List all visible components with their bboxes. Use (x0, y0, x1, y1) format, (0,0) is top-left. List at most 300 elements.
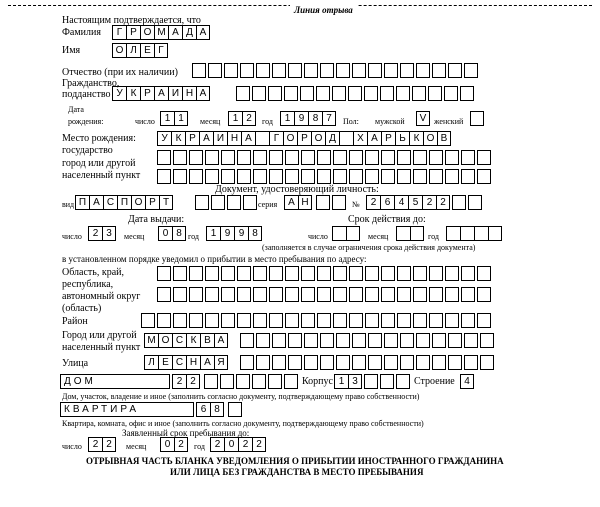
char-cell (269, 266, 283, 281)
char-cell: 3 (348, 374, 362, 389)
char-cell (236, 86, 250, 101)
issue-year-field[interactable] (206, 226, 262, 241)
region-field-1[interactable] (157, 266, 493, 281)
char-cell (288, 355, 302, 370)
char-cell (332, 195, 346, 210)
char-cell (432, 333, 446, 348)
house-field[interactable] (172, 374, 200, 389)
char-cell (269, 169, 283, 184)
char-cell (452, 195, 466, 210)
char-cell (445, 169, 459, 184)
sex-label: Пол: (343, 117, 359, 126)
char-cell (445, 150, 459, 165)
char-cell (237, 169, 251, 184)
char-cell: К (186, 333, 200, 348)
char-cell: Р (145, 195, 159, 210)
char-cell (477, 169, 491, 184)
char-cell (173, 313, 187, 328)
char-cell (192, 63, 206, 78)
char-cell (317, 150, 331, 165)
char-cell: Е (158, 355, 172, 370)
char-cell (429, 150, 443, 165)
char-cell (157, 313, 171, 328)
document-series-label: серия (258, 200, 278, 209)
char-cell (301, 287, 315, 302)
char-cell: О (283, 131, 297, 146)
char-cell (416, 333, 430, 348)
char-cell: И (168, 86, 182, 101)
char-cell (205, 150, 219, 165)
char-cell: М (144, 333, 158, 348)
char-cell (205, 169, 219, 184)
char-cell (304, 333, 318, 348)
char-cell: А (241, 131, 255, 146)
char-cell (333, 313, 347, 328)
char-cell (448, 63, 462, 78)
char-cell: А (284, 195, 298, 210)
char-cell: С (103, 195, 117, 210)
char-cell (255, 131, 269, 146)
char-cell (461, 266, 475, 281)
char-cell (396, 86, 410, 101)
char-cell (157, 169, 171, 184)
char-cell (384, 63, 398, 78)
char-cell (432, 63, 446, 78)
char-cell (352, 355, 366, 370)
char-cell (189, 150, 203, 165)
char-cell (189, 313, 203, 328)
char-cell: О (158, 333, 172, 348)
char-cell: П (75, 195, 89, 210)
char-cell (461, 169, 475, 184)
char-cell (195, 195, 209, 210)
birth-year-label: год (262, 117, 273, 126)
char-cell (365, 313, 379, 328)
char-cell (211, 195, 225, 210)
patronymic-field[interactable] (192, 63, 480, 78)
document-type-extra[interactable] (195, 195, 259, 210)
char-cell (256, 63, 270, 78)
char-cell: Я (214, 355, 228, 370)
birth-day-field[interactable] (160, 111, 188, 126)
name-field[interactable] (112, 43, 168, 58)
char-cell (205, 313, 219, 328)
char-cell (332, 226, 346, 241)
char-cell: Х (353, 131, 367, 146)
char-cell (253, 313, 267, 328)
char-cell (400, 63, 414, 78)
char-cell (477, 266, 491, 281)
char-cell (352, 63, 366, 78)
building-label: Строение (414, 376, 455, 387)
char-cell (240, 63, 254, 78)
char-cell: Р (140, 86, 154, 101)
stay-day-field[interactable] (88, 437, 116, 452)
char-cell: И (213, 131, 227, 146)
sex-male-label: мужской (375, 117, 405, 126)
char-cell (445, 313, 459, 328)
district-field[interactable] (141, 313, 493, 328)
char-cell (284, 374, 298, 389)
char-cell: Н (182, 86, 196, 101)
intro-text: Настоящим подтверждается, что (62, 15, 201, 26)
char-cell (364, 86, 378, 101)
arrival-intro: в установленном порядке уведомил о прибытии в место пребывания по адресу: (62, 254, 367, 264)
document-series-extra[interactable] (316, 195, 348, 210)
char-cell (349, 150, 363, 165)
street-extra[interactable] (240, 355, 496, 370)
birthplace-label-1: Место рождения: (62, 133, 136, 144)
char-cell (368, 355, 382, 370)
char-cell: 6 (196, 402, 210, 417)
char-cell (301, 169, 315, 184)
char-cell (243, 195, 257, 210)
issue-title: Дата выдачи: (128, 214, 185, 225)
char-cell: М (154, 25, 168, 40)
issue-day-label: число (62, 232, 82, 241)
footer-line-1: ОТРЫВНАЯ ЧАСТЬ БЛАНКА УВЕДОМЛЕНИЯ О ПРИБЫТИИ ИНОСТРАННОГО ГРАЖДАНИНА (86, 456, 504, 466)
char-cell (397, 150, 411, 165)
char-cell (320, 63, 334, 78)
validity-year-field[interactable] (446, 226, 502, 241)
char-cell (240, 355, 254, 370)
sex-male-checkbox[interactable] (416, 111, 432, 126)
flat-field[interactable] (196, 402, 224, 417)
char-cell (400, 333, 414, 348)
char-cell (333, 287, 347, 302)
char-cell (416, 355, 430, 370)
house-note: Дом, участок, владение и иное (заполнить согласно документу, подтверждающему право собственности) (62, 392, 420, 401)
char-cell: К (171, 131, 185, 146)
char-cell (349, 266, 363, 281)
char-cell (304, 63, 318, 78)
char-cell (205, 287, 219, 302)
char-cell (416, 63, 430, 78)
citizenship-label-1: Гражданство, (62, 78, 120, 89)
char-cell (365, 150, 379, 165)
char-cell (336, 333, 350, 348)
char-cell (301, 313, 315, 328)
char-cell (316, 195, 330, 210)
char-cell (221, 266, 235, 281)
region-field-2[interactable] (157, 287, 493, 302)
document-number-field[interactable] (366, 195, 450, 210)
char-cell (488, 226, 502, 241)
char-cell: 2 (366, 195, 380, 210)
street-label: Улица (62, 358, 89, 369)
char-cell (480, 333, 494, 348)
validity-day-field[interactable] (332, 226, 360, 241)
flat-extra[interactable] (228, 402, 244, 417)
char-cell: 1 (174, 111, 188, 126)
char-cell (396, 226, 410, 241)
birth-label-2: рождения: (68, 117, 104, 126)
char-cell (221, 169, 235, 184)
char-cell: А (367, 131, 381, 146)
stay-day-label: число (62, 442, 82, 451)
char-cell (384, 355, 398, 370)
char-cell: А (168, 25, 182, 40)
char-cell (285, 169, 299, 184)
char-cell (317, 169, 331, 184)
char-cell (228, 402, 242, 417)
char-cell (368, 333, 382, 348)
char-cell (256, 333, 270, 348)
char-cell: 8 (308, 111, 322, 126)
char-cell (429, 287, 443, 302)
char-cell (397, 266, 411, 281)
char-cell (205, 266, 219, 281)
char-cell (221, 287, 235, 302)
char-cell (468, 195, 482, 210)
char-cell: А (199, 131, 213, 146)
birthplace-field-1[interactable] (157, 131, 451, 146)
char-cell: Е (140, 43, 154, 58)
char-cell (365, 169, 379, 184)
stay-year-field[interactable] (210, 437, 266, 452)
birth-label-1: Дата (68, 105, 84, 114)
char-cell: О (112, 43, 126, 58)
char-cell (285, 287, 299, 302)
char-cell: К (126, 86, 140, 101)
char-cell (339, 131, 353, 146)
city-extra[interactable] (240, 333, 496, 348)
char-cell (284, 86, 298, 101)
char-cell (413, 169, 427, 184)
char-cell (224, 63, 238, 78)
char-cell (412, 86, 426, 101)
char-cell (461, 287, 475, 302)
issue-month-label: месяц (124, 232, 145, 241)
char-cell: 1 (206, 226, 220, 241)
region-label-3: автономный округ (62, 291, 141, 302)
char-cell: О (140, 25, 154, 40)
char-cell: V (416, 111, 430, 126)
char-cell: 1 (160, 111, 174, 126)
char-cell (364, 374, 378, 389)
char-cell: Н (227, 131, 241, 146)
char-cell (413, 150, 427, 165)
stay-month-field[interactable] (160, 437, 188, 452)
char-cell: О (423, 131, 437, 146)
char-cell (428, 86, 442, 101)
house-extra[interactable] (204, 374, 300, 389)
char-cell: К (409, 131, 423, 146)
stay-title: Заявленный срок пребывания до: (122, 428, 250, 438)
city-label-1: Город или другой (62, 330, 137, 341)
char-cell: 1 (228, 111, 242, 126)
flat-type-field[interactable]: КВАРТИРА (60, 402, 194, 417)
char-cell: Ь (395, 131, 409, 146)
char-cell (396, 374, 410, 389)
char-cell: Д (325, 131, 339, 146)
char-cell (301, 150, 315, 165)
birth-month-label: месяц (200, 117, 221, 126)
char-cell: 0 (224, 437, 238, 452)
char-cell (141, 313, 155, 328)
char-cell: 9 (220, 226, 234, 241)
char-cell (381, 169, 395, 184)
char-cell: 2 (210, 437, 224, 452)
char-cell (464, 333, 478, 348)
char-cell: А (196, 25, 210, 40)
char-cell (397, 169, 411, 184)
korpus-extra[interactable] (364, 374, 412, 389)
char-cell (480, 355, 494, 370)
validity-title: Срок действия до: (348, 214, 426, 225)
char-cell: Г (269, 131, 283, 146)
char-cell (365, 266, 379, 281)
char-cell: А (196, 86, 210, 101)
char-cell: 2 (88, 437, 102, 452)
char-cell (237, 313, 251, 328)
char-cell (381, 287, 395, 302)
patronymic-label: Отчество (при их наличии) (62, 67, 178, 78)
char-cell (464, 63, 478, 78)
char-cell (285, 150, 299, 165)
char-cell (333, 150, 347, 165)
char-cell: Н (186, 355, 200, 370)
char-cell: У (157, 131, 171, 146)
char-cell (288, 63, 302, 78)
char-cell: 2 (242, 111, 256, 126)
city-field[interactable] (144, 333, 228, 348)
char-cell (477, 150, 491, 165)
char-cell (445, 266, 459, 281)
char-cell (253, 150, 267, 165)
char-cell: О (131, 195, 145, 210)
char-cell: А (214, 333, 228, 348)
birth-day-label: число (135, 117, 155, 126)
char-cell (461, 313, 475, 328)
char-cell (252, 374, 266, 389)
char-cell (381, 150, 395, 165)
document-title: Документ, удостоверяющий личность: (215, 184, 379, 195)
citizenship-field[interactable] (112, 86, 210, 101)
surname-label: Фамилия (62, 27, 101, 38)
char-cell (252, 86, 266, 101)
house-type-field[interactable]: ДОМ (60, 374, 170, 389)
char-cell (429, 266, 443, 281)
char-cell: Н (298, 195, 312, 210)
birthplace-field-2[interactable] (157, 150, 493, 165)
char-cell (300, 86, 314, 101)
document-series-field[interactable] (284, 195, 312, 210)
stay-month-label: месяц (126, 442, 147, 451)
sex-female-checkbox[interactable] (470, 111, 486, 126)
char-cell (381, 266, 395, 281)
char-cell (349, 313, 363, 328)
char-cell (221, 150, 235, 165)
char-cell (460, 86, 474, 101)
birth-year-field[interactable] (280, 111, 336, 126)
char-cell: Р (297, 131, 311, 146)
char-cell (470, 111, 484, 126)
char-cell: 8 (172, 226, 186, 241)
char-cell (157, 150, 171, 165)
char-cell (173, 287, 187, 302)
issue-day-field[interactable] (88, 226, 116, 241)
validity-month-label: месяц (368, 232, 389, 241)
char-cell (301, 266, 315, 281)
region-label-4: (область) (62, 303, 102, 314)
char-cell (348, 86, 362, 101)
char-cell: 2 (436, 195, 450, 210)
district-label: Район (62, 316, 88, 327)
document-number-extra[interactable] (452, 195, 484, 210)
char-cell: А (200, 355, 214, 370)
char-cell (272, 355, 286, 370)
char-cell: А (89, 195, 103, 210)
char-cell (157, 287, 171, 302)
char-cell: А (154, 86, 168, 101)
char-cell (446, 226, 460, 241)
document-type-field[interactable] (75, 195, 173, 210)
char-cell (336, 355, 350, 370)
char-cell (204, 374, 218, 389)
region-label-2: республика, (62, 279, 114, 290)
validity-note: (заполняется в случае ограничения срока действия документа) (262, 243, 476, 252)
issue-year-label: год (188, 232, 199, 241)
birthplace-label-3: город или другой (62, 158, 136, 169)
cut-line (8, 5, 592, 15)
char-cell (189, 287, 203, 302)
char-cell: 7 (322, 111, 336, 126)
citizenship-extra-cells[interactable] (236, 86, 476, 101)
char-cell: В (200, 333, 214, 348)
char-cell: 2 (102, 437, 116, 452)
char-cell: 9 (294, 111, 308, 126)
city-label-2: населенный пункт (62, 342, 141, 353)
char-cell (333, 169, 347, 184)
char-cell: 3 (102, 226, 116, 241)
birthplace-label-4: населенный пункт (62, 170, 141, 181)
birth-month-field[interactable] (228, 111, 256, 126)
birthplace-field-3[interactable] (157, 169, 493, 184)
surname-field[interactable] (112, 25, 210, 40)
char-cell (429, 169, 443, 184)
issue-month-field[interactable] (158, 226, 186, 241)
char-cell (221, 313, 235, 328)
building-field[interactable] (460, 374, 476, 389)
char-cell (381, 313, 395, 328)
char-cell (445, 287, 459, 302)
char-cell: 2 (174, 437, 188, 452)
char-cell: У (112, 86, 126, 101)
char-cell (448, 355, 462, 370)
char-cell (269, 150, 283, 165)
char-cell (477, 313, 491, 328)
char-cell: С (172, 355, 186, 370)
char-cell (237, 150, 251, 165)
char-cell (269, 313, 283, 328)
validity-day-label: число (308, 232, 328, 241)
char-cell (400, 355, 414, 370)
validity-month-field[interactable] (396, 226, 424, 241)
char-cell: 8 (248, 226, 262, 241)
char-cell (397, 287, 411, 302)
char-cell (464, 355, 478, 370)
street-field[interactable] (144, 355, 228, 370)
char-cell (477, 287, 491, 302)
region-label-1: Область, край, (62, 267, 125, 278)
korpus-field[interactable] (334, 374, 362, 389)
char-cell: 0 (160, 437, 174, 452)
char-cell: 2 (88, 226, 102, 241)
char-cell (317, 313, 331, 328)
name-label: Имя (62, 45, 81, 56)
char-cell (317, 266, 331, 281)
